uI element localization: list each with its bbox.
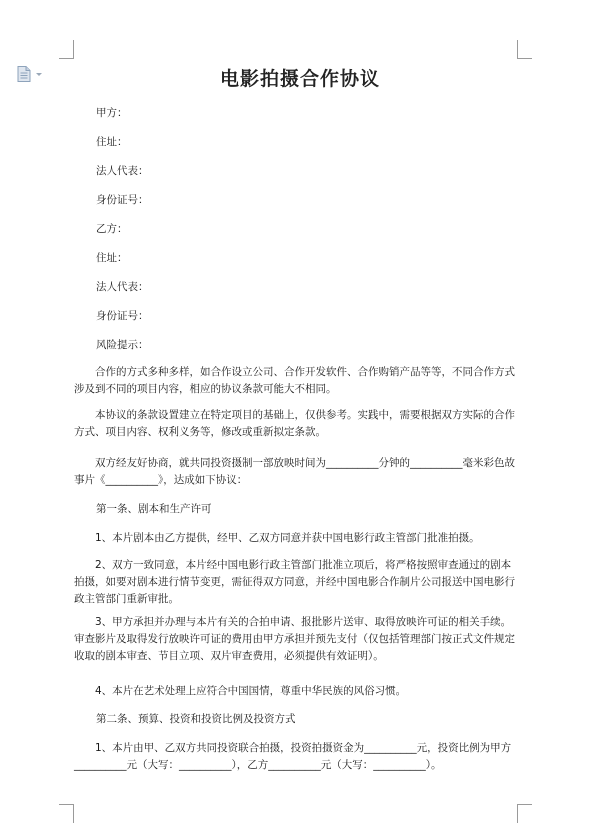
paragraph-agreement-intro: 双方经友好协商，就共同投资摄制一部放映时间为__________分钟的__________毫米彩色故事片《__________》，达成如下协议： [74,457,515,486]
crop-mark-bottom-left [59,804,74,823]
field-party-b: 乙方： [96,223,128,235]
crop-mark-top-left [59,40,74,59]
field-risk-notice: 风险提示： [96,339,149,351]
field-party-a-legal-rep: 法人代表： [96,165,149,177]
article-1-clause-1: 1、本片剧本由乙方提供，经甲、乙双方同意并获中国电影行政主管部门批准拍摄。 [95,532,480,544]
article-1-heading: 第一条、剧本和生产许可 [96,503,212,515]
article-2-clause-1: 1、本片由甲、乙双方共同投资联合拍摄，投资拍摄资金为__________元，投资比例为甲方__________元（大写：__________），乙方__________元（大写：__________）。 [74,742,512,771]
field-party-a-address: 住址： [96,136,128,148]
article-1-clause-2: 2、双方一致同意，本片经中国电影行政主管部门批准立项后，将严格按照审查通过的剧本拍摄，如要对剧本进行情节变更，需征得双方同意，并经中国电影合作制片公司报送中国电影行政主管部门重新审批。 [74,559,515,605]
paragraph-cooperation-methods: 合作的方式多种多样，如合作设立公司、合作开发软件、合作购销产品等等，不同合作方式涉及到不同的项目内容，相应的协议条款可能大不相同。 [74,366,515,395]
article-2-heading: 第二条、预算、投资和投资比例及投资方式 [96,713,296,725]
page-title: 电影拍摄合作协议 [219,68,380,90]
crop-mark-bottom-right [517,804,532,823]
field-party-a-id: 身份证号： [96,194,149,206]
field-party-b-id: 身份证号： [96,310,149,322]
field-party-b-address: 住址： [96,252,128,264]
article-1-clause-4: 4、本片在艺术处理上应符合中国国情，尊重中华民族的风俗习惯。 [95,685,407,697]
article-1-clause-3: 3、甲方承担并办理与本片有关的合拍申请、报批影片送审、取得放映许可证的相关手续。审查影片及取得发行放映许可证的费用由甲方承担并预先支付（仅包括管理部门按正式文件规定收取的剧本审查、节目立项、双片审查费用，必须提供有效证明）。 [74,616,515,662]
field-party-a: 甲方： [96,107,128,119]
crop-mark-top-right [517,40,532,59]
field-party-b-legal-rep: 法人代表： [96,281,149,293]
paragraph-reference-note: 本协议的条款设置建立在特定项目的基础上，仅供参考。实践中，需要根据双方实际的合作方式、项目内容、权利义务等，修改或重新拟定条款。 [74,409,515,438]
